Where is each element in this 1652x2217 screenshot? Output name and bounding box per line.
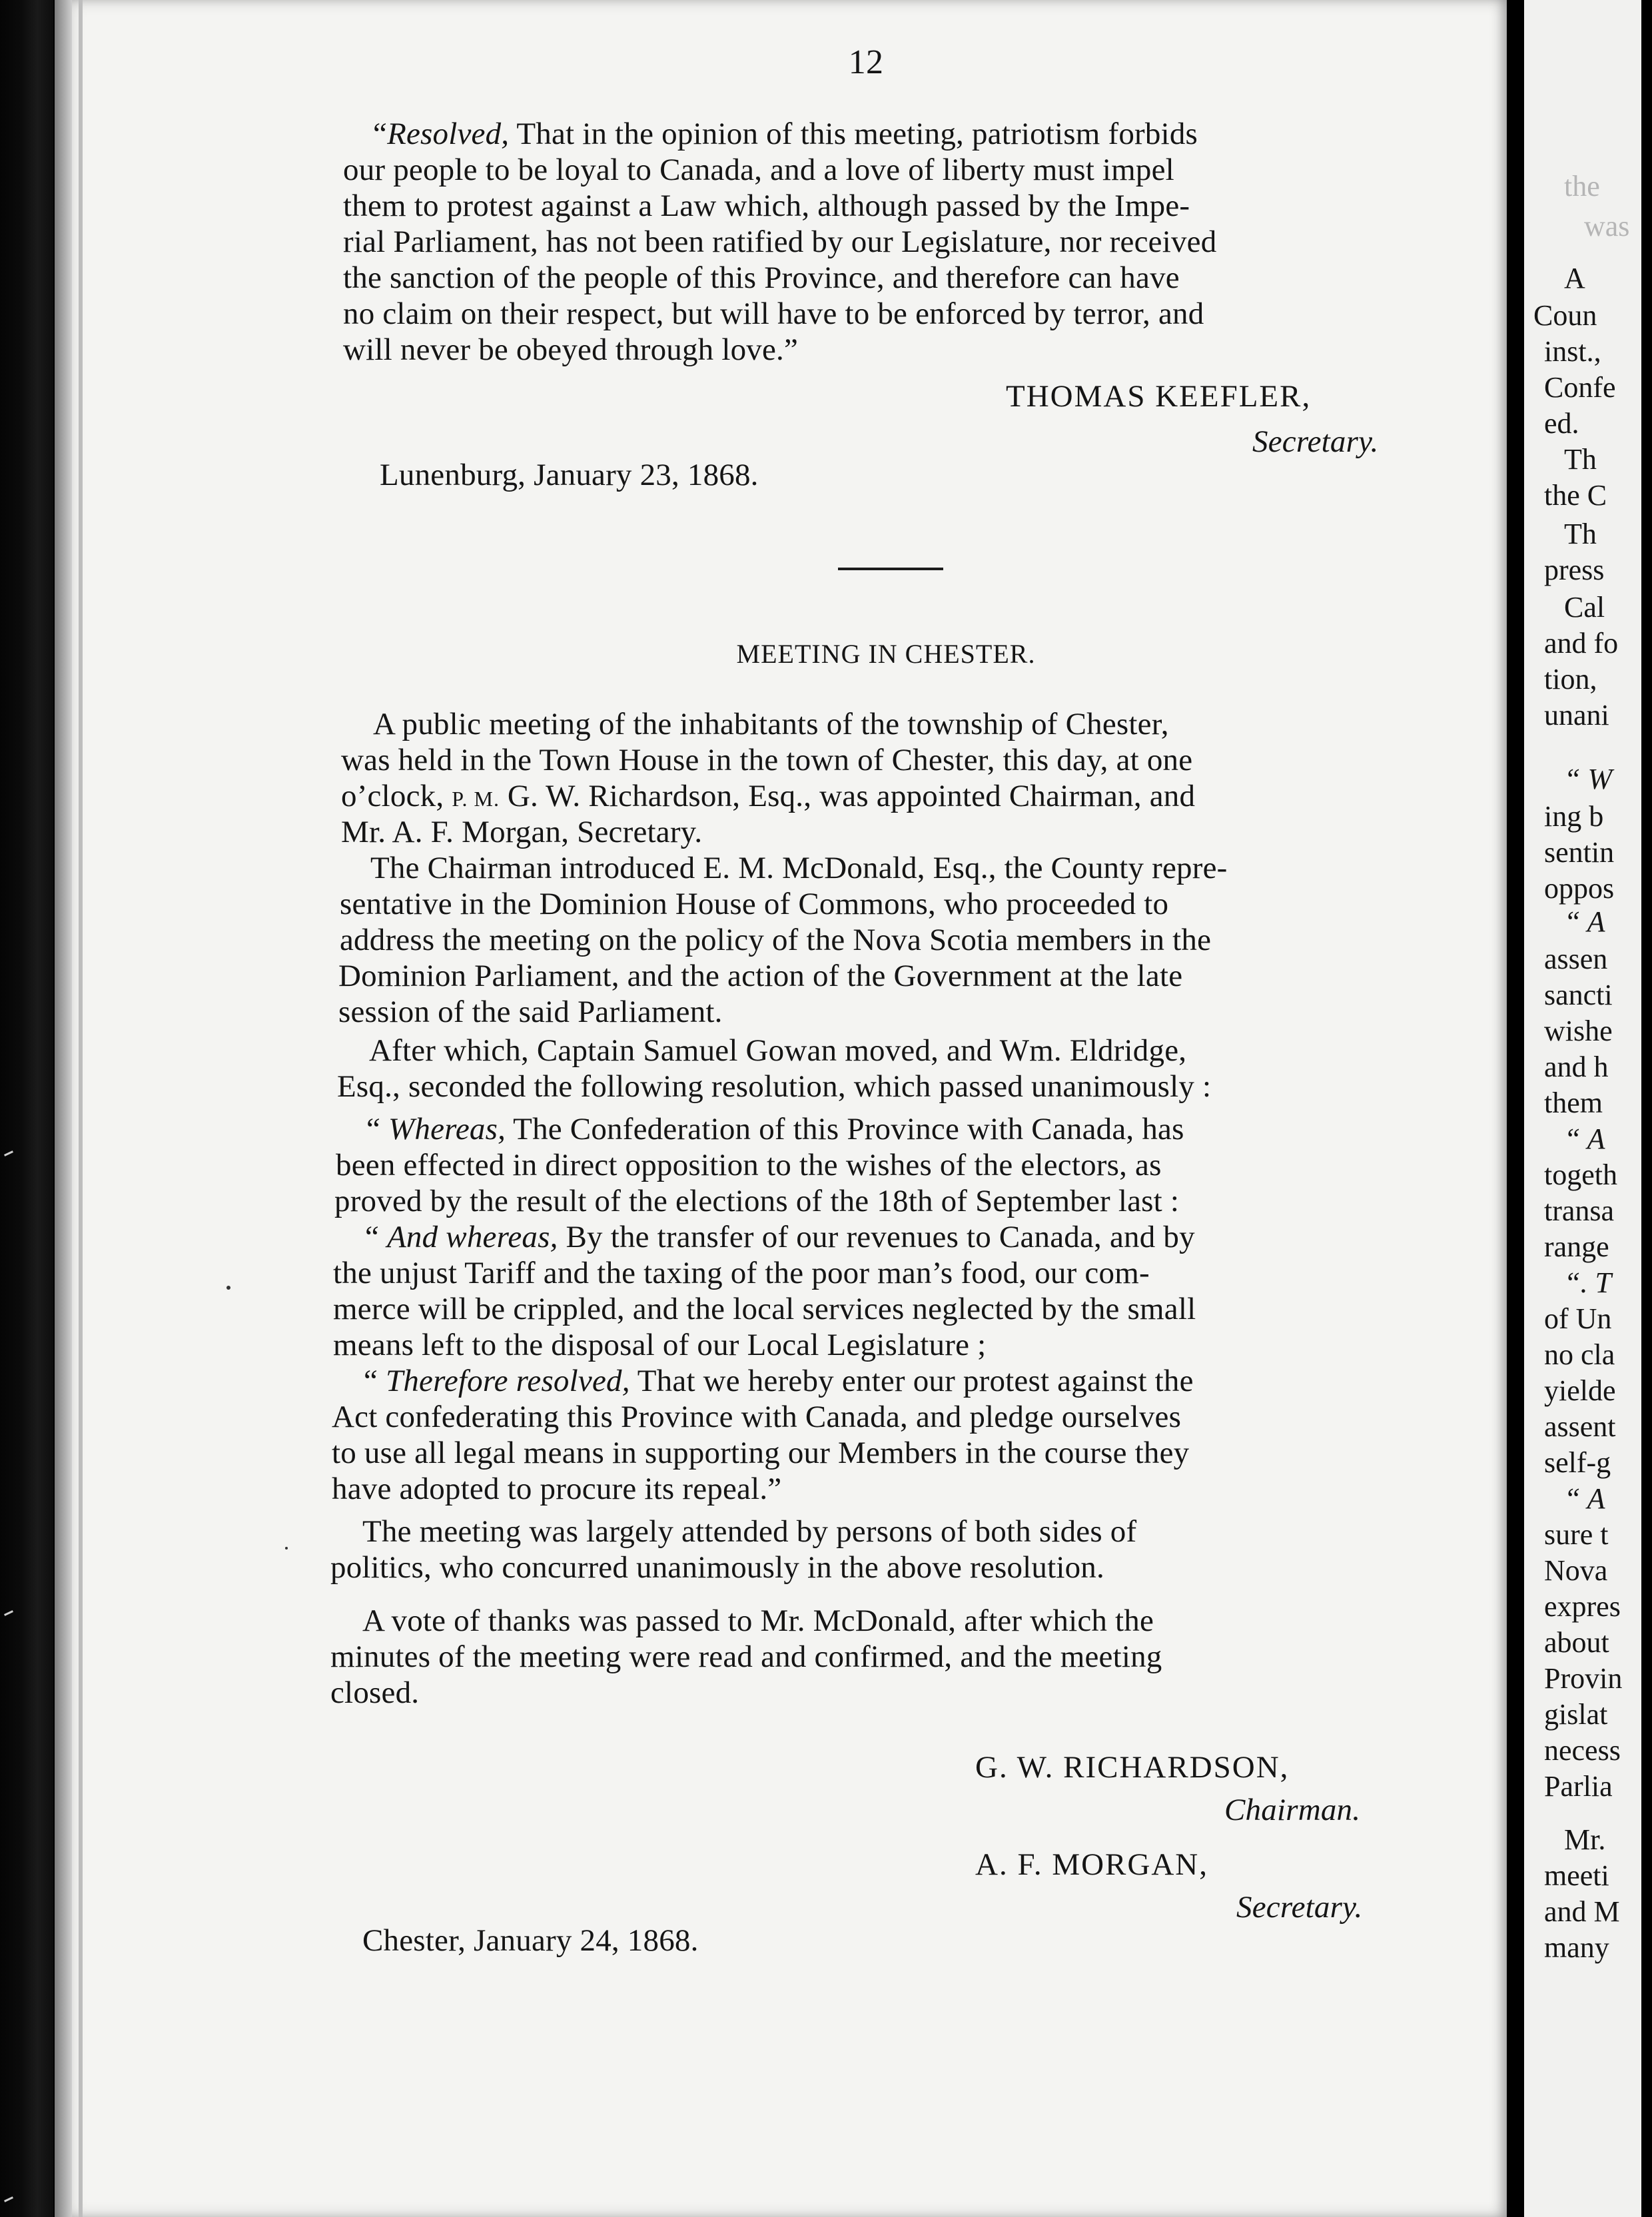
resolution-line: merce will be crippled, and the local services neglected by the small	[333, 1292, 1196, 1326]
adjacent-page-fragment: Cal	[1564, 591, 1605, 624]
adjacent-page-fragment: A	[1564, 262, 1585, 294]
adjacent-page-fragment: no cla	[1544, 1338, 1615, 1371]
resolution-line	[364, 1366, 1194, 1397]
quote-line: will never be obeyed through love.”	[343, 332, 799, 367]
adjacent-page-fragment: Coun	[1533, 299, 1597, 332]
adjacent-page-fragment: “. T	[1564, 1266, 1611, 1299]
adjacent-page-fragment: necess	[1544, 1734, 1621, 1767]
page-shadow	[55, 0, 72, 2217]
adjacent-page-fragment: meeti	[1544, 1859, 1609, 1892]
text-span: o’clock,	[341, 779, 452, 813]
adjacent-page-fragment: expres	[1544, 1590, 1621, 1623]
resolution-line: Act confederating this Province with Canada, and pledge ourselves	[332, 1400, 1182, 1434]
adjacent-page-fragment: sentin	[1544, 836, 1615, 869]
adjacent-page-fragment: press	[1544, 554, 1605, 586]
quote-open: “	[364, 1364, 386, 1398]
dateline: Chester, January 24, 1868.	[362, 1923, 699, 1958]
signature-title: Secretary.	[1252, 424, 1379, 459]
paragraph-line: The Chairman introduced E. M. McDonald, Esq., the County repre-	[370, 851, 1228, 885]
adjacent-page-fragment: self-g	[1544, 1446, 1611, 1479]
edge-mark	[4, 1610, 13, 1616]
adjacent-page-fragment: unani	[1544, 699, 1609, 731]
adjacent-page-fragment: “ A	[1564, 1122, 1605, 1155]
paragraph-line: politics, who concurred unanimously in the above resolution.	[330, 1550, 1104, 1585]
adjacent-page-fragment: assen	[1544, 943, 1608, 975]
adjacent-page-fragment: Th	[1564, 518, 1597, 550]
quote-line: our people to be loyal to Canada, and a love of liberty must impel	[343, 153, 1174, 187]
resolution-line	[365, 1222, 1195, 1253]
adjacent-page-fragment: gislat	[1544, 1698, 1608, 1731]
left-binding-edge	[0, 0, 53, 2217]
adjacent-page-fragment: sure t	[1544, 1518, 1609, 1551]
page-number: 12	[848, 43, 884, 81]
adjacent-page-fragment: and h	[1544, 1051, 1609, 1083]
print-speck	[285, 1547, 288, 1550]
text-span: That we hereby enter our protest against the	[629, 1364, 1194, 1398]
paragraph-line: sentative in the Dominion House of Commons, who proceeded to	[340, 887, 1169, 921]
adjacent-page	[1524, 0, 1652, 2217]
paragraph-line: address the meeting on the policy of the Nova Scotia members in the	[340, 923, 1212, 957]
quote-text: That in the opinion of this meeting, patriotism forbids	[509, 117, 1198, 151]
adjacent-page-fragment: many	[1544, 1931, 1609, 1964]
section-heading: MEETING IN CHESTER.	[736, 639, 1036, 669]
adjacent-page-fragment: “ A	[1564, 1482, 1605, 1515]
resolution-line: to use all legal means in supporting our Members in the course they	[332, 1436, 1190, 1470]
quote-line: no claim on their respect, but will have to be enforced by terror, and	[343, 296, 1204, 331]
adjacent-page-fragment: assent	[1544, 1410, 1616, 1443]
paragraph-line: session of the said Parliament.	[338, 995, 723, 1029]
adjacent-page-fragment: ed.	[1544, 407, 1579, 440]
adjacent-page-fragment: them	[1544, 1087, 1603, 1119]
resolution-line: been effected in direct opposition to the wishes of the electors, as	[336, 1148, 1162, 1182]
quote-open: “	[365, 1220, 388, 1254]
adjacent-page-fragment: and fo	[1544, 627, 1619, 660]
paragraph-line	[341, 781, 1195, 812]
resolution-line	[366, 1114, 1184, 1145]
paragraph-line: A public meeting of the inhabitants of the township of Chester,	[373, 707, 1169, 741]
adjacent-page-fragment: Provin	[1544, 1662, 1623, 1695]
adjacent-page-fragment: togeth	[1544, 1158, 1617, 1191]
quote-line: rial Parliament, has not been ratified by our Legislature, nor received	[343, 224, 1217, 259]
paragraph-line: The meeting was largely attended by persons of both sides of	[362, 1514, 1137, 1549]
signature-title: Chairman.	[1224, 1793, 1361, 1827]
right-edge	[1641, 0, 1652, 2217]
adjacent-page-fragment: yielde	[1544, 1374, 1616, 1407]
adjacent-page-fragment: sancti	[1544, 979, 1613, 1011]
adjacent-page-fragment: oppos	[1544, 872, 1615, 905]
quote-open: “	[366, 1112, 389, 1146]
adjacent-page-fragment: “ W	[1564, 763, 1613, 795]
adjacent-page-fragment: “ A	[1564, 905, 1605, 938]
signature-title: Secretary.	[1236, 1890, 1363, 1925]
adjacent-page-fragment: Parlia	[1544, 1770, 1613, 1803]
resolution-line: means left to the disposal of our Local Legislature ;	[333, 1328, 987, 1362]
adjacent-page-fragment: Th	[1564, 443, 1597, 476]
section-divider	[838, 568, 943, 570]
paragraph-line: was held in the Town House in the town of Chester, this day, at one	[341, 743, 1193, 777]
paragraph-line: After which, Captain Samuel Gowan moved, and Wm. Eldridge,	[369, 1033, 1187, 1068]
edge-mark	[4, 2196, 13, 2202]
adjacent-page-fragment: wishe	[1544, 1015, 1613, 1047]
print-speck	[226, 1286, 230, 1290]
paragraph-line: Mr. A. F. Morgan, Secretary.	[341, 815, 703, 849]
adjacent-page-fragment: range	[1544, 1230, 1609, 1263]
resolution-emphasis: Therefore resolved,	[386, 1364, 630, 1398]
adjacent-page-fragment: inst.,	[1544, 335, 1601, 368]
resolution-line: proved by the result of the elections of the 18th of September last :	[334, 1184, 1180, 1218]
page-fold-line	[79, 0, 83, 2217]
adjacent-page-fragment: tion,	[1544, 663, 1597, 695]
quote-line	[373, 119, 1198, 150]
paragraph-line: closed.	[330, 1675, 420, 1710]
resolution-emphasis: And whereas,	[387, 1220, 558, 1254]
adjacent-page-fragment: the C	[1544, 479, 1607, 512]
adjacent-page-fragment: of Un	[1544, 1302, 1612, 1335]
text-span: G. W. Richardson, Esq., was appointed Chairman, and	[499, 779, 1196, 813]
text-span: The Confederation of this Province with Canada, has	[506, 1112, 1184, 1146]
paragraph-line: minutes of the meeting were read and confirmed, and the meeting	[330, 1639, 1162, 1674]
resolution-line: the unjust Tariff and the taxing of the poor man’s food, our com-	[333, 1256, 1150, 1290]
paragraph-line: A vote of thanks was passed to Mr. McDonald, after which the	[362, 1603, 1154, 1638]
adjacent-page-fragment: transa	[1544, 1194, 1615, 1227]
signature-name: A. F. MORGAN,	[975, 1847, 1208, 1882]
adjacent-page-fragment: Confe	[1544, 371, 1616, 404]
signature-name: G. W. RICHARDSON,	[975, 1750, 1290, 1785]
quote-line: the sanction of the people of this Province, and therefore can have	[343, 260, 1180, 295]
quote-emphasis: Resolved,	[387, 117, 510, 151]
paragraph-line: Esq., seconded the following resolution, which passed unanimously :	[337, 1069, 1212, 1104]
text-span: By the transfer of our revenues to Canada, and by	[558, 1220, 1195, 1254]
adjacent-page-fragment: and M	[1544, 1895, 1620, 1928]
adjacent-page-fragment: was	[1584, 210, 1630, 242]
signature-name: THOMAS KEEFLER,	[1006, 379, 1312, 414]
page-gutter	[1507, 0, 1524, 2217]
quote-line: them to protest against a Law which, although passed by the Impe-	[343, 189, 1190, 223]
resolution-line: have adopted to procure its repeal.”	[332, 1472, 782, 1506]
resolution-emphasis: Whereas,	[388, 1112, 506, 1146]
adjacent-page-fragment: Nova	[1544, 1554, 1608, 1587]
small-caps-abbr: P. M.	[452, 787, 500, 811]
adjacent-page-fragment: about	[1544, 1626, 1609, 1659]
paragraph-line: Dominion Parliament, and the action of the Government at the late	[338, 959, 1183, 993]
adjacent-page-fragment: Mr.	[1564, 1823, 1606, 1856]
adjacent-page-fragment: the	[1564, 170, 1600, 203]
quote-open: “	[373, 117, 388, 151]
edge-mark	[4, 1150, 13, 1156]
adjacent-page-fragment: ing b	[1544, 800, 1604, 833]
dateline: Lunenburg, January 23, 1868.	[380, 458, 759, 492]
